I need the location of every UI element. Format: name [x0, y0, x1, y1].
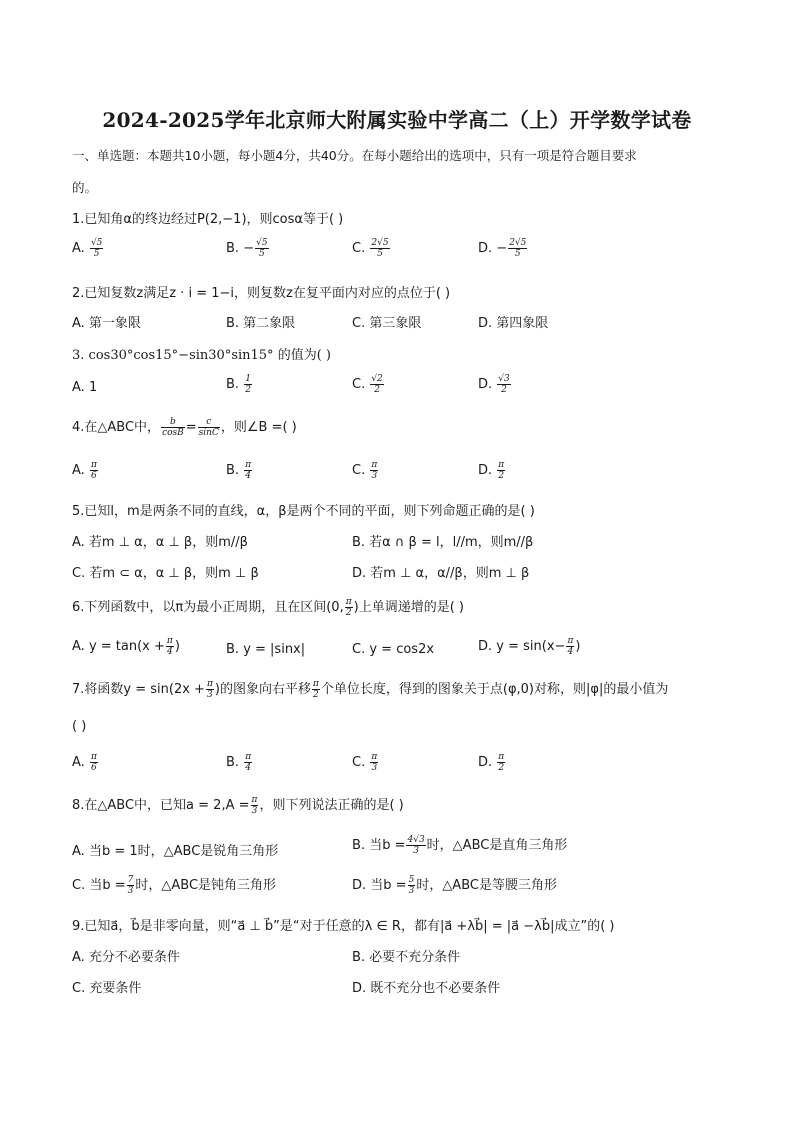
- option-label: C.: [352, 377, 366, 392]
- option-fraction: $\frac{2√5}{5}$: [371, 238, 389, 259]
- question-6-stem: 6.下列函数中，以π为最小正周期，且在区间(0, $\frac{\pi}{2}$ )上单调递增的是( ): [72, 597, 464, 618]
- q2-option-c[interactable]: C. 第三象限: [352, 316, 422, 331]
- q3-option-a[interactable]: [72, 380, 97, 395]
- stem-fraction: $\frac{b}{\cos B}$: [162, 417, 184, 438]
- option-label: D.: [478, 463, 493, 478]
- question-7-stem: 7.将函数y = sin(2x + $\frac{\pi}{3}$ )的图象向右平移 $\frac{\pi}{2}$ 个单位长度，得到的图象关于点(φ,0)对称，则|φ|的最小值为: [72, 679, 669, 700]
- option-fraction: $\frac{√2}{2}$: [371, 374, 383, 395]
- option-fraction: $\frac{√5}{5}$: [256, 238, 268, 259]
- q6-option-d[interactable]: D. y = sin(x− $\frac{\pi}{4}$ ): [478, 636, 581, 657]
- stem-fraction: $\frac{c}{\sin C}$: [198, 417, 219, 438]
- q8-option-c[interactable]: C. 当b = $\frac{7}{3}$ 时，△ABC是钝角三角形: [72, 875, 277, 896]
- q1-option-b[interactable]: [226, 238, 270, 259]
- page-title: 2024-2025学年北京师大附属实验中学高二（上）开学数学试卷: [102, 108, 692, 132]
- q5-option-b[interactable]: B. 若α ∩ β = l，l//m，则m//β: [352, 535, 534, 550]
- q6-option-b[interactable]: B. y = |sinx|: [226, 642, 306, 657]
- q9-option-b[interactable]: B. 必要不充分条件: [352, 950, 461, 965]
- question-9-stem: 9.已知a⃗，b⃗是非零向量，则“a⃗ ⊥ b⃗”是“对于任意的λ ∈ R，都有|a⃗ +λb⃗| = |a⃗ −λb⃗|成立”的( ): [72, 919, 615, 934]
- q4-option-d[interactable]: [478, 460, 506, 481]
- stem-fraction: $\frac{\pi}{2}$: [312, 679, 319, 700]
- q2-option-d[interactable]: D. 第四象限: [478, 316, 549, 331]
- q9-option-d[interactable]: D. 既不充分也不必要条件: [352, 981, 501, 996]
- option-fraction: $\frac{\pi}{6}$: [90, 460, 97, 481]
- q4-option-a[interactable]: [72, 460, 99, 481]
- q1-option-a[interactable]: [72, 238, 104, 259]
- option-label: A.: [72, 463, 85, 478]
- minus-sign: −: [243, 241, 255, 256]
- stem-fraction: $\frac{\pi}{3}$: [251, 795, 258, 816]
- q6-option-c[interactable]: C. y = cos2x: [352, 642, 435, 657]
- question-2-stem: 2.已知复数z满足z · i = 1−i，则复数z在复平面内对应的点位于( ): [72, 286, 451, 301]
- option-fraction: $\frac{1}{2}$: [245, 374, 251, 395]
- q8-option-d[interactable]: D. 当b = $\frac{5}{3}$ 时，△ABC是等腰三角形: [352, 875, 557, 896]
- q9-option-a[interactable]: A. 充分不必要条件: [72, 950, 180, 965]
- q3-option-c[interactable]: [352, 374, 385, 395]
- option-label: D.: [478, 377, 493, 392]
- q7-option-b[interactable]: B. $\frac{\pi}{4}$: [226, 752, 252, 773]
- q8-option-b[interactable]: B. 当b = $\frac{4√3}{3}$ 时，△ABC是直角三角形: [352, 835, 568, 856]
- q7-option-a[interactable]: A. $\frac{\pi}{6}$: [72, 752, 97, 773]
- q4-option-b[interactable]: [226, 460, 253, 481]
- section-instructions: 一、单选题：本题共10小题，每小题4分，共40分。在每小题给出的选项中，只有一项是符合题目要求: [72, 148, 637, 163]
- q7-option-c[interactable]: C. $\frac{\pi}{3}$: [352, 752, 378, 773]
- option-label: B.: [226, 241, 240, 256]
- q8-option-a[interactable]: A. 当b = 1时，△ABC是锐角三角形: [72, 844, 279, 859]
- q6-option-a[interactable]: A. y = tan(x + $\frac{\pi}{4}$ ): [72, 636, 180, 657]
- q7-option-d[interactable]: D. $\frac{\pi}{2}$: [478, 752, 505, 773]
- option-label: B.: [226, 463, 240, 478]
- option-fraction: $\frac{√5}{5}$: [90, 238, 103, 259]
- option-label: C.: [352, 241, 366, 256]
- question-5-stem: 5.已知l，m是两条不同的直线，α，β是两个不同的平面，则下列命题正确的是( ): [72, 504, 535, 519]
- q3-option-b[interactable]: [226, 374, 253, 395]
- option-label: A.: [72, 241, 85, 256]
- question-1-stem: 1.已知角α的终边经过P(2,−1)，则cosα等于( ): [72, 212, 344, 227]
- q3-option-d[interactable]: [478, 374, 512, 395]
- option-label: B.: [226, 377, 240, 392]
- q1-option-c[interactable]: [352, 238, 391, 259]
- option-value: 1: [88, 380, 98, 395]
- q5-option-c[interactable]: C. 若m ⊂ α，α ⊥ β，则m ⊥ β: [72, 566, 259, 581]
- question-7-answer-blank: ( ): [72, 719, 87, 734]
- option-fraction: $\frac{\pi}{2}$: [498, 460, 505, 481]
- q4-option-c[interactable]: [352, 460, 379, 481]
- q1-option-d[interactable]: [478, 238, 528, 259]
- option-fraction: $\frac{\pi}{3}$: [371, 460, 378, 481]
- question-4-stem: 4.在△ABC中， $\frac{b}{\cos B}$ = $\frac{c}{\sin C}$ ，则∠B =( ): [72, 417, 297, 438]
- q2-option-b[interactable]: B. 第二象限: [226, 316, 296, 331]
- stem-fraction: $\frac{\pi}{2}$: [345, 597, 352, 618]
- minus-sign: −: [496, 241, 508, 256]
- question-3-stem: 3. cos30°cos15°−sin30°sin15° 的值为( ): [72, 348, 331, 363]
- option-fraction: $\frac{\pi}{4}$: [245, 460, 252, 481]
- stem-fraction: $\frac{\pi}{3}$: [206, 679, 213, 700]
- q2-option-a[interactable]: A. 第一象限: [72, 316, 141, 331]
- option-label: A.: [72, 380, 85, 395]
- option-fraction: $\frac{2√5}{5}$: [509, 238, 527, 259]
- q9-option-c[interactable]: C. 充要条件: [72, 981, 142, 996]
- q5-option-d[interactable]: D. 若m ⊥ α，α//β，则m ⊥ β: [352, 566, 530, 581]
- question-8-stem: 8.在△ABC中，已知a = 2,A = $\frac{\pi}{3}$ ，则下列说法正确的是( ): [72, 795, 404, 816]
- q5-option-a[interactable]: A. 若m ⊥ α，α ⊥ β，则m//β: [72, 535, 248, 550]
- option-fraction: $\frac{√3}{2}$: [498, 374, 510, 395]
- option-label: C.: [352, 463, 366, 478]
- option-label: D.: [478, 241, 493, 256]
- section-instructions-cont: 的。: [72, 180, 98, 195]
